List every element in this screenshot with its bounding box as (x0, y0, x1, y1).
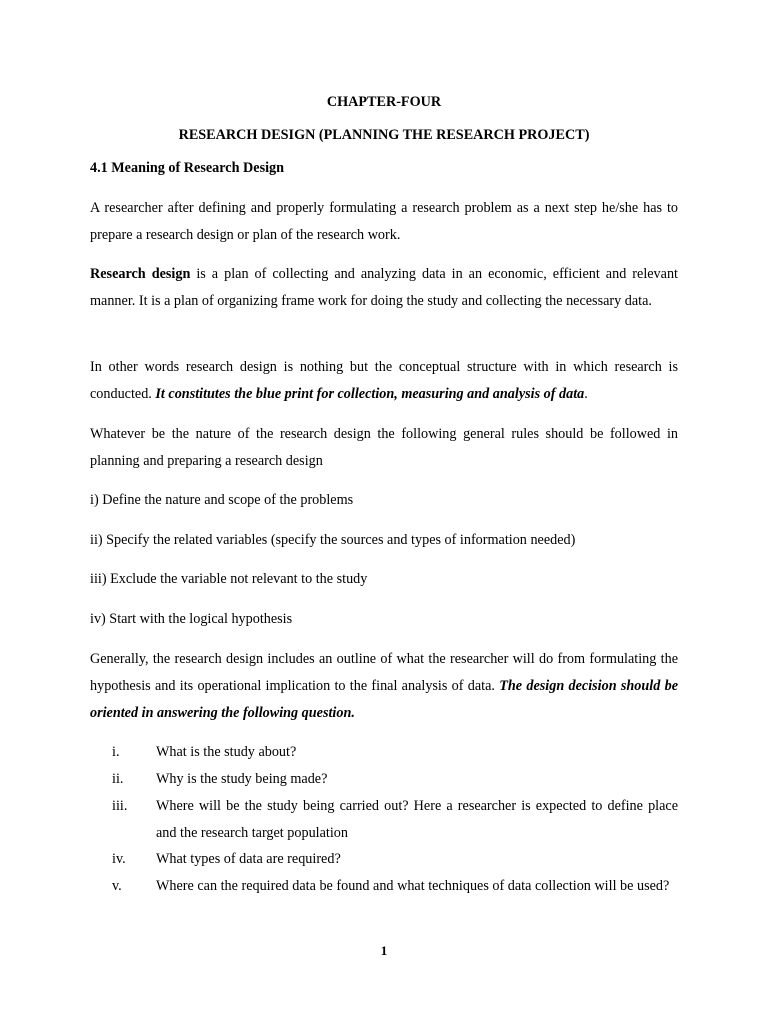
question-number: v. (112, 878, 122, 894)
page-number: 1 (380, 943, 388, 958)
question-text: Why is the study being made? (156, 771, 328, 787)
rule-item: iv) Start with the logical hypothesis (90, 611, 293, 627)
paragraph-definition (90, 261, 678, 315)
paragraph-intro: A researcher after defining and properly formulating a research problem as a next step he/she has to prepare a research design or plan of the research work. (90, 200, 678, 243)
design-decision-emphasis: The design decision should be oriented in answering the following question. (90, 678, 678, 721)
paragraph-general-rules: Whatever be the nature of the research design the following general rules should be followed in planning and preparing a research design (90, 426, 678, 469)
subheading: 4.1 Meaning of Research Design (90, 160, 285, 176)
paragraph-generally (90, 646, 678, 727)
section-title: RESEARCH DESIGN (PLANNING THE RESEARCH PROJECT) (178, 127, 590, 143)
conceptual-lead: In other words research design is nothing but the conceptual structure with in which research is conducted. (90, 359, 678, 402)
question-text: What types of data are required? (156, 851, 341, 867)
question-text: What is the study about? (156, 744, 297, 760)
blueprint-emphasis: It constitutes the blue print for collection, measuring and analysis of data (155, 386, 585, 402)
question-number: ii. (112, 771, 124, 787)
question-number: iii. (112, 798, 128, 814)
rule-item: iii) Exclude the variable not relevant to the study (90, 571, 368, 587)
question-number: iv. (112, 851, 126, 867)
term-research-design: Research design (90, 266, 191, 282)
rule-item: ii) Specify the related variables (specify the sources and types of information needed) (90, 532, 576, 548)
question-text: Where can the required data be found and what techniques of data collection will be used? (156, 878, 670, 894)
question-number: i. (112, 744, 120, 760)
generally-lead: Generally, the research design includes an outline of what the researcher will do from formulating the hypothesis and its operational implication to the final analysis of data. (90, 651, 678, 694)
question-text: Where will be the study being carried out? Here a researcher is expected to define place and the research target population (156, 798, 678, 841)
definition-text: is a plan of collecting and analyzing data in an economic, efficient and relevant manner. It is a plan of organizing frame work for doing the study and collecting the necessary data. (90, 266, 678, 309)
paragraph-conceptual (90, 354, 678, 408)
rule-item: i) Define the nature and scope of the problems (90, 492, 354, 508)
chapter-title: CHAPTER-FOUR (326, 94, 442, 110)
conceptual-end: . (584, 386, 588, 402)
